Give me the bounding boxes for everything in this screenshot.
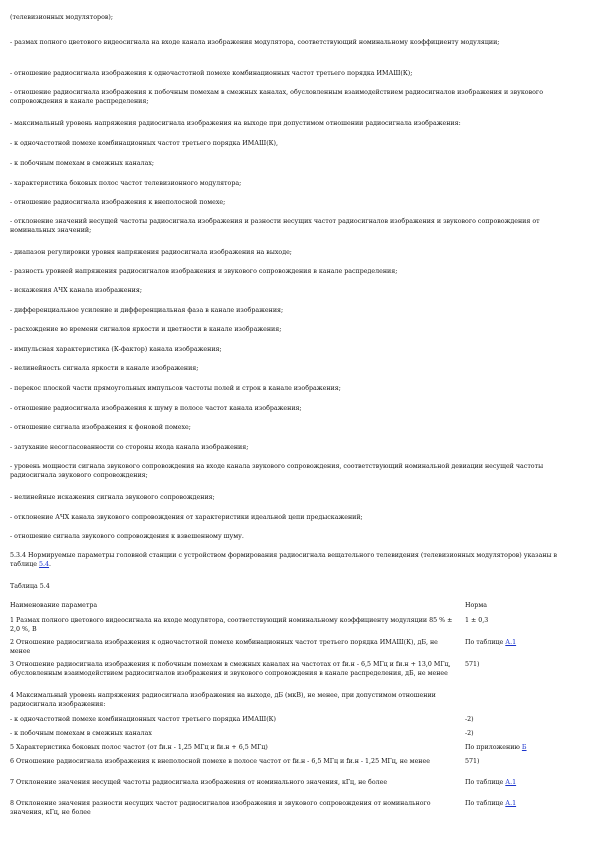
cell-norm — [465, 799, 575, 808]
list-item: - отношение радиосигнала изображения к одночастотной помехе комбинационных частот третьего порядка ИМАШ(К); — [10, 70, 413, 77]
cell-param: - к одночастотной помехе комбинационных частот третьего порядка ИМАШ(К) — [10, 716, 276, 723]
list-item: - к одночастотной помехе комбинационных частот третьего порядка ИМАШ(К), — [10, 140, 278, 147]
norm-link[interactable]: А.1 — [505, 639, 517, 646]
list-item: - к побочным помехам в смежных каналах; — [10, 160, 155, 167]
column-header-param: Наименование параметра — [10, 602, 98, 609]
table-caption: Таблица 5.4 — [10, 583, 50, 590]
list-item: - отношение радиосигнала изображения к побочным помехам в смежных каналах, обусловленным взаимодействием радиосигналов изображения и звукового сопровождения в канале распределения; — [10, 89, 544, 105]
section-paragraph — [10, 551, 580, 569]
norm-text: По таблице — [465, 639, 506, 646]
list-item: - отношение сигнала звукового сопровождения к взвешенному шуму. — [10, 533, 244, 540]
cell-param: 5 Характеристика боковых полос частот (от fи.н - 1,25 МГц и fи.н + 6,5 МГц) — [10, 744, 268, 751]
list-item: - перекос плоской части прямоугольных импульсов частоты полей и строк в канале изображения; — [10, 385, 341, 392]
norm-text: По приложению — [465, 744, 522, 751]
column-header-norm: Норма — [465, 602, 487, 609]
cell-norm — [465, 757, 575, 766]
cell-norm — [465, 729, 575, 738]
cell-norm — [465, 660, 575, 669]
cell-norm — [465, 743, 575, 752]
list-item: - максимальный уровень напряжения радиосигнала изображения на выходе при допустимом отношении радиосигнала изображения: — [10, 120, 461, 127]
list-item: - нелинейность сигнала яркости в канале изображения; — [10, 365, 199, 372]
table-link[interactable]: 5.4 — [39, 561, 50, 568]
list-item: - отношение радиосигнала изображения к шуму в полосе частот канала изображения; — [10, 405, 302, 412]
cell-param: 1 Размах полного цветового видеосигнала на входе модулятора, соответствующий номинальному коэффициенту модуляции 85 % ± 2,0 %, В — [10, 617, 453, 633]
cell-norm — [465, 638, 575, 647]
list-item: - уровень мощности сигнала звукового сопровождения на входе канала звукового сопровождения, соответствующий номинальной девиации несущей частоты радиосигнала звукового сопровождения; — [10, 463, 544, 479]
norm-text: -2) — [465, 716, 474, 723]
list-item: - размах полного цветового видеосигнала на входе канала изображения модулятора, соответствующий номинальному коэффициенту модуляции; — [10, 39, 500, 46]
list-item: - расхождение во времени сигналов яркости и цветности в канале изображения; — [10, 326, 282, 333]
list-item: - отношение радиосигнала изображения к внеполосной помехе; — [10, 199, 226, 206]
paragraph: (телевизионных модуляторов); — [10, 14, 113, 21]
norm-text: По таблице — [465, 779, 506, 786]
list-item: - характеристика боковых полос частот телевизионного модулятора; — [10, 180, 242, 187]
list-item: - нелинейные искажения сигнала звукового сопровождения; — [10, 494, 215, 501]
cell-param: 4 Максимальный уровень напряжения радиосигнала изображения на выходе, дБ (мкВ), не менее, при допустимом отношении радиосигнала изображения: — [10, 692, 436, 708]
cell-norm — [465, 715, 575, 724]
cell-param: 8 Отклонение значения разности несущих частот радиосигналов изображения и звукового сопровождения от номинального значения, кГц, не более — [10, 800, 431, 816]
list-item: - разность уровней напряжения радиосигналов изображения и звукового сопровождения в канале распределения; — [10, 268, 398, 275]
list-item: - отклонение АЧХ канала звукового сопровождения от характеристики идеальной цепи предыскажений; — [10, 514, 363, 521]
norm-link[interactable]: А.1 — [505, 779, 517, 786]
list-item: - диапазон регулировки уровня напряжения радиосигнала изображения на выходе; — [10, 249, 292, 256]
list-item: - импульсная характеристика (К-фактор) канала изображения; — [10, 346, 222, 353]
norm-text: 571) — [465, 758, 480, 765]
list-item: - затухание несогласованности со стороны входа канала изображения; — [10, 444, 249, 451]
cell-param: - к побочным помехам в смежных каналах — [10, 730, 152, 737]
list-item: - дифференциальное усиление и дифференциальная фаза в канале изображения; — [10, 307, 284, 314]
section-end: . — [49, 561, 52, 568]
cell-param: 3 Отношение радиосигнала изображения к побочным помехам в смежных каналах на частотах от fи.н - 6,5 МГц и fи.н + 13,0 МГц, обусловленным взаимодействием радиосигналов изображения и звукового сопровождения в канале распределения, дБ, не менее — [10, 661, 451, 677]
norm-text: 571) — [465, 661, 480, 668]
list-item: - отношение сигнала изображения к фоновой помехе; — [10, 424, 191, 431]
norm-text: 1 ± 0,3 — [465, 617, 489, 624]
section-text: 5.3.4 Нормируемые параметры головной станции с устройством формирования радиосигнала вещательного телевидения (телевизионных модуляторов) указаны в таблице — [10, 552, 558, 568]
list-item: - отклонение значений несущей частоты радиосигнала изображения и разности несущих частот радиосигналов изображения и звукового сопровождения от номинальных значений; — [10, 218, 540, 234]
cell-param: 6 Отношение радиосигнала изображения к внеполосной помехе в полосе частот от fи.н - 6,5 МГц и fи.н - 1,25 МГц, не менее — [10, 758, 430, 765]
cell-norm — [465, 778, 575, 787]
cell-param: 2 Отношение радиосигнала изображения к одночастотной помехе комбинационных частот третьего порядка ИМАШ(К), дБ, не менее — [10, 639, 438, 655]
list-item: - искажения АЧХ канала изображения; — [10, 287, 142, 294]
norm-link[interactable]: Б — [521, 744, 527, 751]
norm-text: -2) — [465, 730, 474, 737]
norm-text: По таблице — [465, 800, 506, 807]
cell-norm — [465, 616, 575, 625]
norm-link[interactable]: А.1 — [505, 800, 517, 807]
cell-param: 7 Отклонение значения несущей частоты радиосигнала изображения от номинального значения, кГц, не более — [10, 779, 388, 786]
